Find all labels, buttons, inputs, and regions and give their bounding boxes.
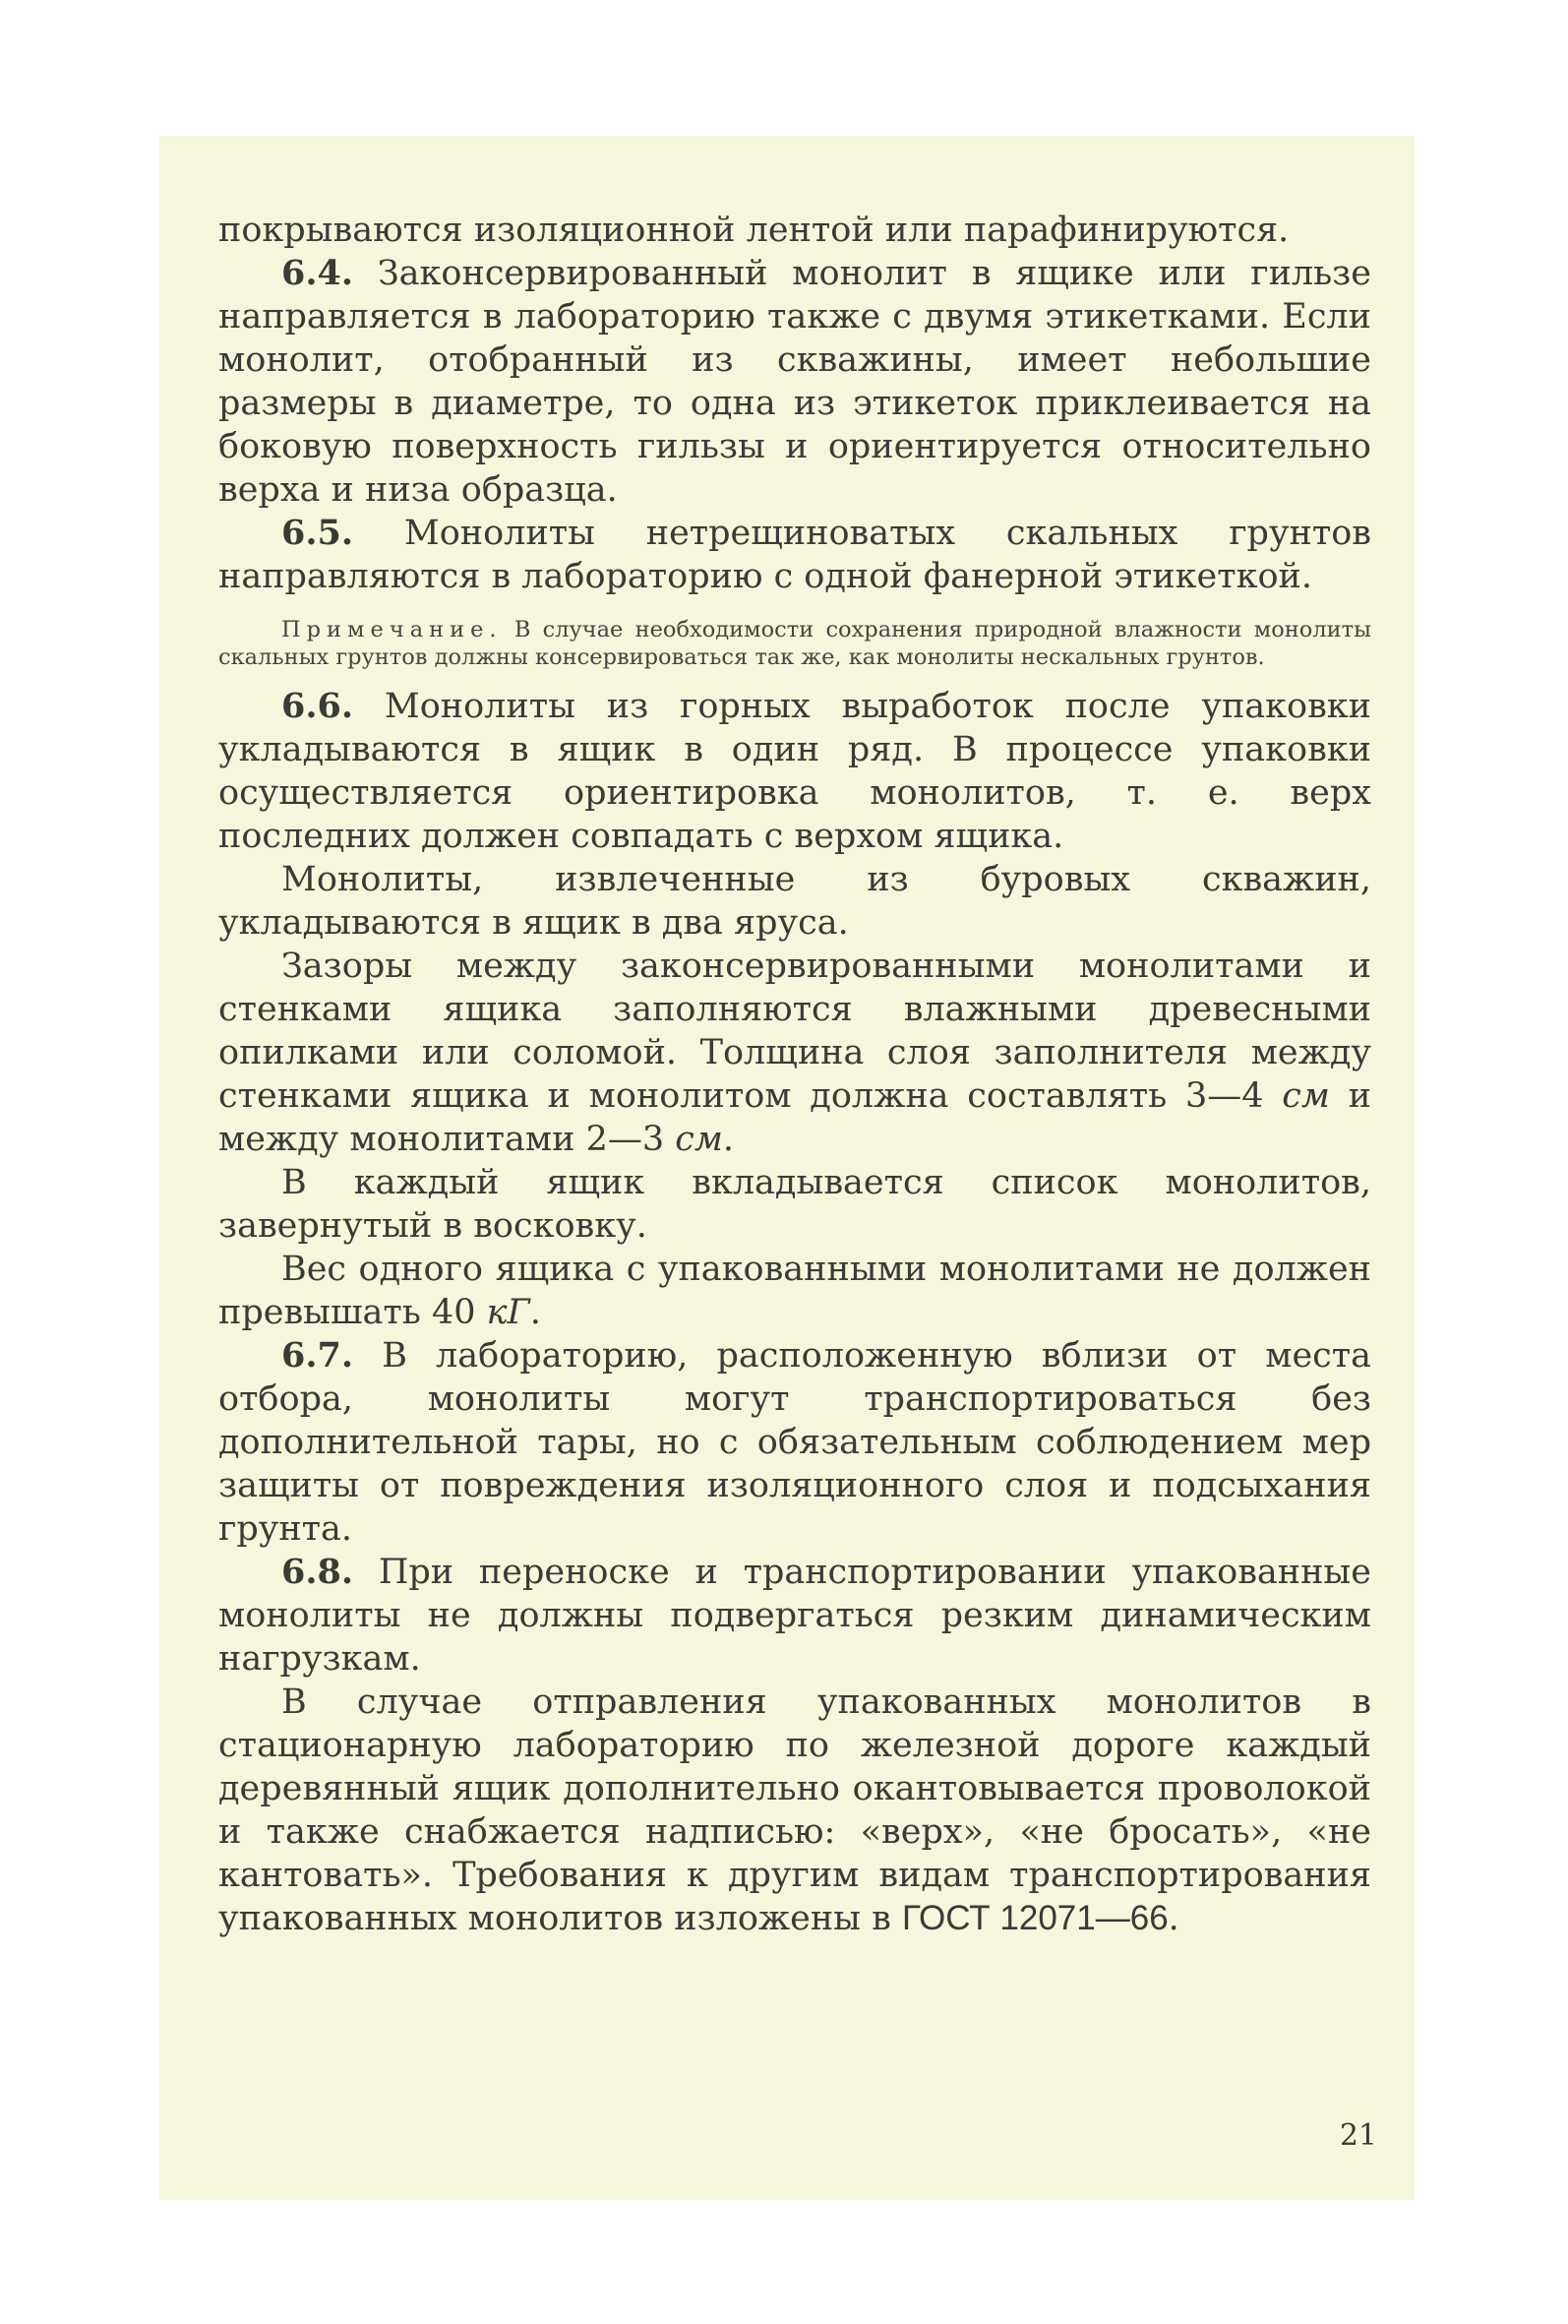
section-number: 6.7. <box>281 1335 354 1376</box>
note-label: Примечание. <box>281 617 503 642</box>
document-page <box>159 136 1415 2200</box>
section-number: 6.4. <box>281 253 354 293</box>
paragraph-6-6: 6.6. Монолиты из горных выработок после упаковки укладываются в ящик в один ряд. В процессе упаковки осуществляется ориентировка монолитов, т. е. верх последних должен совпадать с верхом ящика. <box>218 686 1371 856</box>
paragraph-6-8: 6.8. При переноске и транспортировании упакованные монолиты не должны подвергаться резким динамическим нагрузкам. <box>218 1552 1371 1679</box>
paragraph-6-4: 6.4. Законсервированный монолит в ящике или гильзе направляется в лабораторию также с двумя этикетками. Если монолит, отобранный из скважины, имеет небольшие размеры в диаметре, то одна из этикеток приклеивается на боковую поверхность гильзы и ориентируется относительно верха и низа образца. <box>218 253 1371 510</box>
paragraph-6-7: 6.7. В лабораторию, расположенную вблизи от места отбора, монолиты могут транспортироваться без дополнительной тары, но с обязательным соблюдением мер защиты от повреждения изоляционного слоя и подсыхания грунта. <box>218 1335 1371 1549</box>
section-number: 6.8. <box>281 1552 354 1592</box>
note-paragraph: Примечание. В случае необходимости сохранения природной влажности монолиты скальных грунтов должны консервироваться так же, как монолиты нескальных грунтов. <box>218 617 1371 670</box>
section-number: 6.6. <box>281 686 354 726</box>
paragraph-6-5: 6.5. Монолиты нетрещиноватых скальных грунтов направляются в лабораторию с одной фанерной этикеткой. <box>218 513 1371 596</box>
standard-reference: ГОСТ 12071—66 <box>901 1899 1169 1937</box>
unit: см <box>1282 1076 1330 1116</box>
paragraph-weight: Вес одного ящика с упакованными монолитами не должен превышать 40 кГ. <box>218 1250 1371 1332</box>
paragraph-drill-monoliths: Монолиты, извлеченные из буровых скважин, укладываются в ящик в два яруса. <box>218 860 1371 943</box>
unit: кГ <box>486 1293 530 1332</box>
paragraph-gaps: Зазоры между законсервированными монолитами и стенками ящика заполняются влажными древесными опилками или соломой. Толщина слоя заполнителя между стенками ящика и монолитом должна составлять 3—4 см и между монолитами 2—3 см. <box>218 947 1371 1159</box>
unit: см <box>675 1120 723 1159</box>
paragraph-continuation: покрываются изоляционной лентой или парафинируются. <box>218 211 1290 250</box>
page-number: 21 <box>1339 2118 1377 2153</box>
section-number: 6.5. <box>281 513 354 553</box>
paragraph-list: В каждый ящик вкладывается список монолитов, завернутый в восковку. <box>218 1163 1371 1246</box>
paragraph-railway: В случае отправления упакованных монолитов в стационарную лабораторию по железной дороге каждый деревянный ящик дополнительно окантовывается проволокой и также снабжается надписью: «верх», «не бросать», «не кантовать». Требования к другим видам транспортирования упакованных монолитов изложены в ГОСТ 12071—66. <box>218 1682 1371 1938</box>
